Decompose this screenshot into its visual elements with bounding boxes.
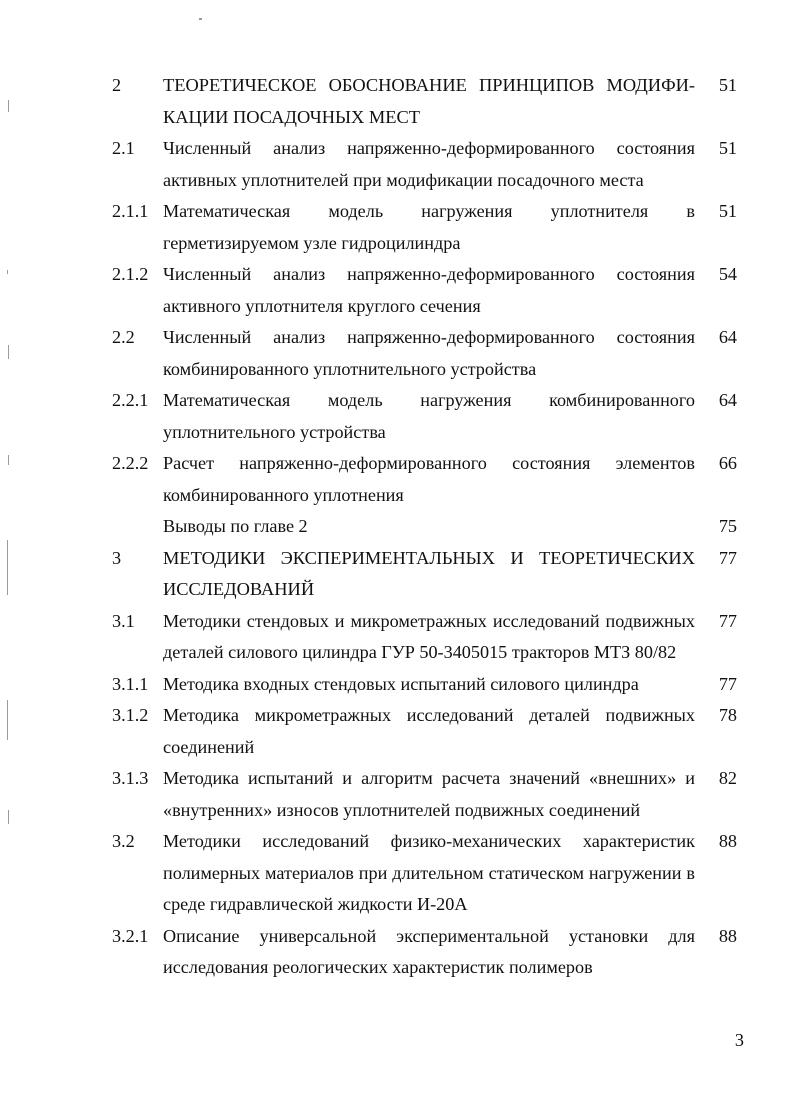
toc-entry-page: 54 bbox=[718, 264, 737, 284]
toc-entry-number: 3 bbox=[112, 547, 122, 568]
toc-entry-page: 78 bbox=[718, 705, 737, 725]
scan-speck bbox=[8, 100, 9, 112]
toc-entry-page: 51 bbox=[718, 138, 737, 158]
toc-entry-title: Математическая модель нагружения комбинированного уплотнительного устройства bbox=[163, 390, 695, 442]
toc-entry-title: Методики стендовых и микрометражных исследований подвижных деталей силового цилиндра ГУР 50-3405015 тракторов МТЗ 80/82 bbox=[163, 610, 695, 662]
toc-entry-number: 2.2 bbox=[112, 327, 135, 347]
toc-entry bbox=[112, 322, 737, 385]
toc-entry-number: 3.1.3 bbox=[112, 768, 149, 788]
toc-entry-title: Описание универсальной экспериментальной установки для исследования реологических характеристик полимеров bbox=[163, 925, 695, 977]
toc-entry bbox=[112, 921, 737, 984]
toc-entry-page: 82 bbox=[718, 768, 737, 788]
toc-entry-page: 88 bbox=[718, 831, 737, 851]
toc-entry-page: 77 bbox=[718, 673, 737, 694]
toc-entry bbox=[112, 196, 737, 259]
toc-entry-page: 66 bbox=[718, 453, 737, 473]
toc-entry-title: Математическая модель нагружения уплотнителя в герметизируемом узле гидроцилиндра bbox=[163, 201, 695, 253]
toc-entry-number: 2.1.1 bbox=[112, 201, 149, 221]
toc-entry-page: 77 bbox=[718, 547, 737, 568]
toc-entry-number: 3.1 bbox=[112, 610, 135, 631]
scan-speck bbox=[7, 270, 8, 274]
toc-entry-title: Численный анализ напряженно-деформированного состояния активных уплотнителей при модификации посадочного места bbox=[163, 138, 695, 190]
toc-entry-title: Методики исследований физико-механических характеристик полимерных материалов при длительном статическом нагружении в среде гидравлической жидкости И-20А bbox=[163, 831, 695, 914]
toc-entry-number: 2.1 bbox=[112, 138, 135, 158]
toc-entry bbox=[112, 700, 737, 763]
toc-entry-title: Численный анализ напряженно-деформированного состояния комбинированного уплотнительного устройства bbox=[163, 327, 695, 379]
toc-entry-title: Выводы по главе 2 bbox=[163, 516, 308, 536]
toc-entry-number: 2.2.2 bbox=[112, 453, 149, 473]
toc-entry-number: 2.1.2 bbox=[112, 264, 149, 284]
scan-speck bbox=[8, 455, 9, 465]
toc-entry bbox=[112, 133, 737, 196]
table-of-contents bbox=[112, 70, 737, 984]
toc-entry bbox=[112, 826, 737, 921]
toc-entry-title: Методика испытаний и алгоритм расчета значений «внешних» и «внутренних» износов уплотнителей подвижных соединений bbox=[163, 768, 695, 820]
toc-entry bbox=[112, 669, 737, 701]
toc-entry bbox=[112, 259, 737, 322]
toc-entry-page: 64 bbox=[718, 327, 737, 347]
toc-entry bbox=[112, 385, 737, 448]
toc-entry-number: 3.1.2 bbox=[112, 705, 149, 725]
toc-entry-number: 2.2.1 bbox=[112, 390, 149, 410]
scan-speck bbox=[7, 540, 8, 595]
toc-entry-page: 77 bbox=[718, 610, 737, 631]
toc-entry-title: Методика микрометражных исследований деталей подвижных соединений bbox=[163, 705, 695, 757]
toc-entry-number: 3.1.1 bbox=[112, 673, 149, 694]
toc-entry-number: 2 bbox=[112, 75, 122, 95]
toc-entry bbox=[112, 763, 737, 826]
scan-speck bbox=[8, 345, 9, 359]
toc-entry bbox=[112, 70, 737, 133]
toc-entry bbox=[112, 543, 737, 606]
toc-entry-number: 3.2.1 bbox=[112, 925, 149, 946]
toc-entry bbox=[112, 511, 737, 543]
toc-entry-title: МЕТОДИКИ ЭКСПЕРИМЕНТАЛЬНЫХ И ТЕОРЕТИЧЕСКИХ ИССЛЕДОВАНИЙ bbox=[163, 547, 695, 599]
toc-entry-title: Методика входных стендовых испытаний силового цилиндра bbox=[163, 673, 639, 694]
scan-speck bbox=[7, 700, 8, 740]
page-number: 3 bbox=[734, 1030, 744, 1050]
toc-entry-title: ТЕОРЕТИЧЕСКОЕ ОБОСНОВАНИЕ ПРИНЦИПОВ МОДИФИ-КАЦИИ ПОСАДОЧНЫХ МЕСТ bbox=[163, 75, 695, 127]
toc-entry-page: 88 bbox=[718, 925, 737, 946]
toc-entry-page: 75 bbox=[718, 516, 737, 536]
toc-entry-page: 64 bbox=[718, 390, 737, 410]
toc-entry bbox=[112, 606, 737, 669]
scan-speck bbox=[8, 810, 9, 824]
toc-entry-page: 51 bbox=[718, 201, 737, 221]
toc-entry bbox=[112, 448, 737, 511]
toc-entry-title: Расчет напряженно-деформированного состояния элементов комбинированного уплотнения bbox=[163, 453, 695, 505]
scan-speck bbox=[199, 18, 202, 20]
toc-entry-title: Численный анализ напряженно-деформированного состояния активного уплотнителя круглого сечения bbox=[163, 264, 695, 316]
toc-entry-number: 3.2 bbox=[112, 831, 135, 851]
toc-entry-page: 51 bbox=[718, 75, 737, 95]
